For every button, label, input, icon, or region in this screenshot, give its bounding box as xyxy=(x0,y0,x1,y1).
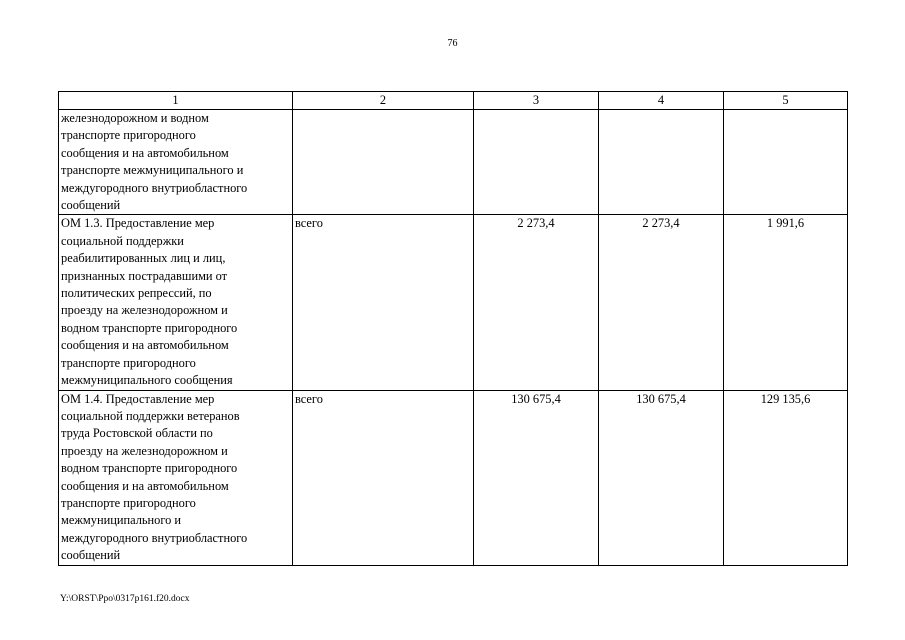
description-line: социальной поддержки ветеранов xyxy=(61,408,240,423)
description-line: сообщения и на автомобильном xyxy=(61,145,229,160)
description-line: междугородного внутриобластного xyxy=(61,530,248,545)
file-path-footer: Y:\ORST\Ppo\0317p161.f20.docx xyxy=(60,594,190,604)
source-cell xyxy=(293,110,474,215)
table-row xyxy=(59,110,848,215)
value-cell: 129 135,6 xyxy=(724,390,848,565)
value-cell: 130 675,4 xyxy=(474,390,599,565)
value-cell: 130 675,4 xyxy=(599,390,724,565)
description-line: сообщений xyxy=(61,548,121,563)
value-cell xyxy=(599,110,724,215)
column-header: 4 xyxy=(599,92,724,110)
value-cell: 2 273,4 xyxy=(599,215,724,390)
description-cell xyxy=(59,215,293,390)
description-line: межмуниципального и xyxy=(61,513,182,528)
description-cell xyxy=(59,110,293,215)
description-line: проезду на железнодорожном и xyxy=(61,303,228,318)
table-row xyxy=(59,390,848,565)
source-cell: всего xyxy=(293,390,474,565)
description-line: социальной поддержки xyxy=(61,233,184,248)
value-cell: 2 273,4 xyxy=(474,215,599,390)
description-line: железнодорожном и водном xyxy=(61,111,209,125)
description-line: проезду на железнодорожном и xyxy=(61,443,228,458)
budget-table xyxy=(58,91,848,566)
description-line: ОМ 1.4. Предоставление мер xyxy=(61,391,215,406)
description-line: водном транспорте пригородного xyxy=(61,320,238,335)
description-line: сообщений xyxy=(61,198,121,213)
value-cell xyxy=(724,110,848,215)
description-line: ОМ 1.3. Предоставление мер xyxy=(61,216,215,231)
description-line: сообщения и на автомобильном xyxy=(61,338,229,353)
description-line: труда Ростовской области по xyxy=(61,426,213,441)
column-header: 2 xyxy=(293,92,474,110)
description-line: междугородного внутриобластного xyxy=(61,180,248,195)
page-number: 76 xyxy=(447,38,458,49)
value-cell xyxy=(474,110,599,215)
description-cell xyxy=(59,390,293,565)
description-line: сообщения и на автомобильном xyxy=(61,478,229,493)
description-line: транспорте межмуниципального и xyxy=(61,163,244,178)
description-line: транспорте пригородного xyxy=(61,128,196,143)
value-cell: 1 991,6 xyxy=(724,215,848,390)
description-line: водном транспорте пригородного xyxy=(61,461,238,476)
column-header: 1 xyxy=(59,92,293,110)
column-header: 5 xyxy=(724,92,848,110)
table-row xyxy=(59,215,848,390)
description-line: политических репрессий, по xyxy=(61,286,212,301)
description-line: транспорте пригородного xyxy=(61,495,196,510)
column-header: 3 xyxy=(474,92,599,110)
source-cell: всего xyxy=(293,215,474,390)
description-line: межмуниципального сообщения xyxy=(61,373,233,388)
table-header-row xyxy=(59,92,848,110)
description-line: признанных пострадавшими от xyxy=(61,268,228,283)
description-line: реабилитированных лиц и лиц, xyxy=(61,251,226,266)
description-line: транспорте пригородного xyxy=(61,355,196,370)
